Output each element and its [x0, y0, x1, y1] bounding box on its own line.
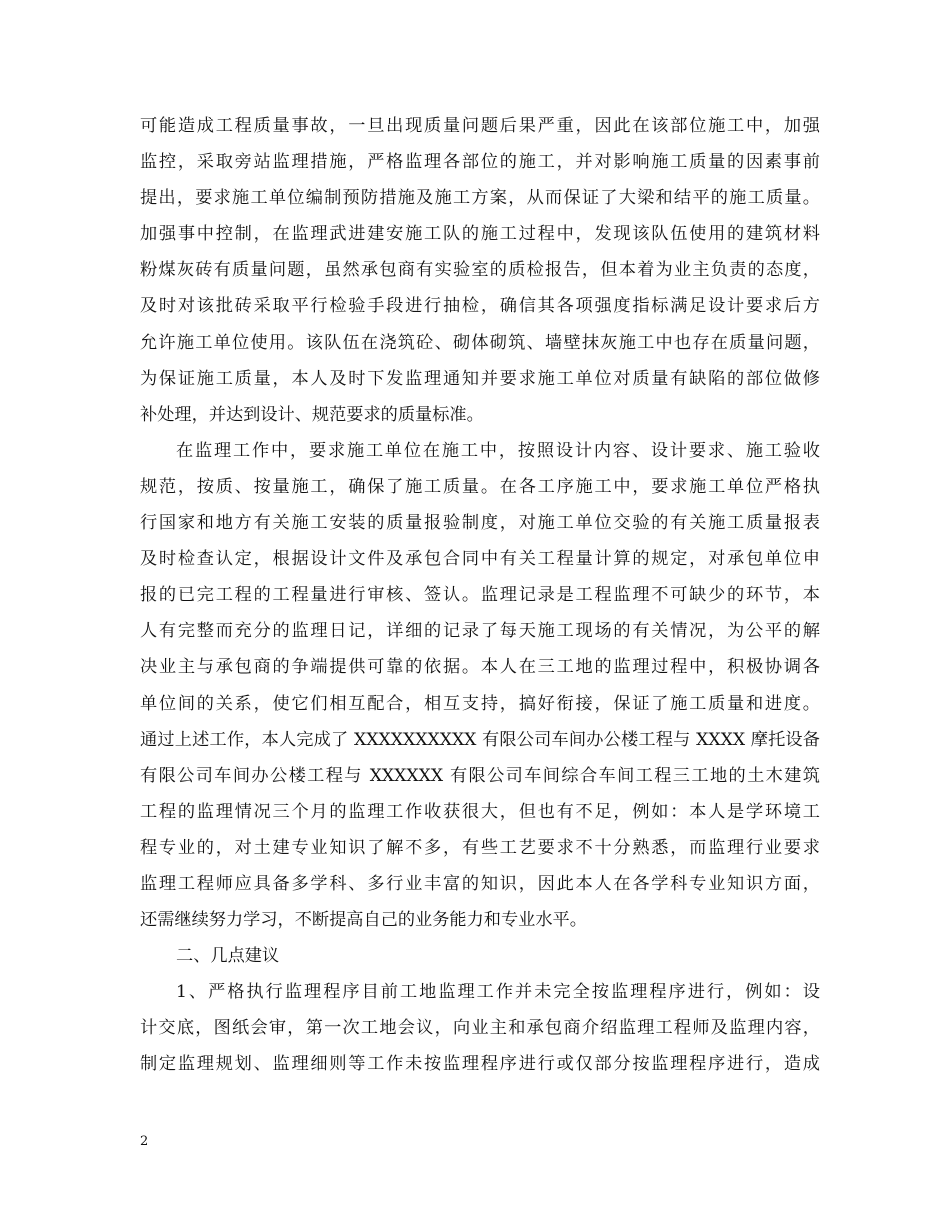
- text-line: 可能造成工程质量事故，一旦出现质量问题后果严重，因此在该部位施工中，加强: [140, 116, 820, 136]
- text-line: 人有完整而充分的监理日记，详细的记录了每天施工现场的有关情况，为公平的解: [140, 621, 820, 642]
- text-line: 报的已完工程的工程量进行审核、签认。监理记录是工程监理不可缺少的环节，本: [140, 585, 820, 606]
- text-line: 行国家和地方有关施工安装的质量报验制度，对施工单位交验的有关施工质量报表: [140, 513, 820, 534]
- text-line: 补处理，并达到设计、规范要求的质量标准。: [140, 404, 484, 425]
- section-heading-suggestions: [140, 938, 820, 974]
- paragraph-suggestion-1: [140, 974, 820, 1082]
- text-line: 还需继续努力学习，不断提高自己的业务能力和专业水平。: [140, 910, 587, 931]
- text-line: 单位间的关系，使它们相互配合，相互支持，搞好衔接，保证了施工质量和进度。: [140, 693, 820, 714]
- text-line: 二、几点建议: [176, 946, 280, 967]
- text-line: 监控，采取旁站监理措施，严格监理各部位的施工，并对影响施工质量的因素事前: [140, 152, 820, 173]
- document-body: [140, 108, 820, 1083]
- text-line: 工程的监理情况三个月的监理工作收获很大，但也有不足，例如：本人是学环境工: [140, 801, 820, 822]
- text-line: 有限公司车间办公楼工程与 XXXXXX 有限公司车间综合车间工程三工地的土木建筑: [140, 765, 820, 786]
- page-number: 2: [140, 1134, 149, 1149]
- text-line: 在监理工作中，要求施工单位在施工中，按照设计内容、设计要求、施工验收: [176, 440, 820, 461]
- text-line: 及时对该批砖采取平行检验手段进行抽检，确信其各项强度指标满足设计要求后方: [140, 296, 820, 317]
- text-line: 为保证施工质量，本人及时下发监理通知并要求施工单位对质量有缺陷的部位做修: [140, 368, 820, 389]
- text-line: 程专业的，对土建专业知识了解不多，有些工艺要求不十分熟悉，而监理行业要求: [140, 837, 820, 858]
- text-line: 粉煤灰砖有质量问题，虽然承包商有实验室的质检报告，但本着为业主负责的态度，: [140, 260, 820, 281]
- text-line: 制定监理规划、监理细则等工作未按监理程序进行或仅部分按监理程序进行，造成: [140, 1054, 820, 1075]
- text-line: 监理工程师应具备多学科、多行业丰富的知识，因此本人在各学科专业知识方面，: [140, 873, 820, 894]
- text-line: 计交底，图纸会审，第一次工地会议，向业主和承包商介绍监理工程师及监理内容，: [140, 1018, 820, 1039]
- text-line: 决业主与承包商的争端提供可靠的依据。本人在三工地的监理过程中，积极协调各: [140, 657, 820, 678]
- text-line: 提出，要求施工单位编制预防措施及施工方案，从而保证了大梁和结平的施工质量。: [140, 188, 820, 209]
- text-line: 1、严格执行监理程序目前工地监理工作并未完全按监理程序进行，例如：设: [176, 982, 820, 1003]
- text-line: 允许施工单位使用。该队伍在浇筑砼、砌体砌筑、墙壁抹灰施工中也存在质量问题，: [140, 332, 820, 353]
- text-line: 规范，按质、按量施工，确保了施工质量。在各工序施工中，要求施工单位严格执: [140, 476, 820, 497]
- text-line: 通过上述工作，本人完成了 XXXXXXXXXX 有限公司车间办公楼工程与 XXXX 摩托设备: [140, 729, 820, 750]
- text-line: 及时检查认定，根据设计文件及承包合同中有关工程量计算的规定，对承包单位申: [140, 549, 820, 570]
- paragraph-quality-control: [140, 108, 820, 433]
- paragraph-supervision-work: [140, 433, 820, 938]
- text-line: 加强事中控制，在监理武进建安施工队的施工过程中，发现该队伍使用的建筑材料: [140, 224, 820, 245]
